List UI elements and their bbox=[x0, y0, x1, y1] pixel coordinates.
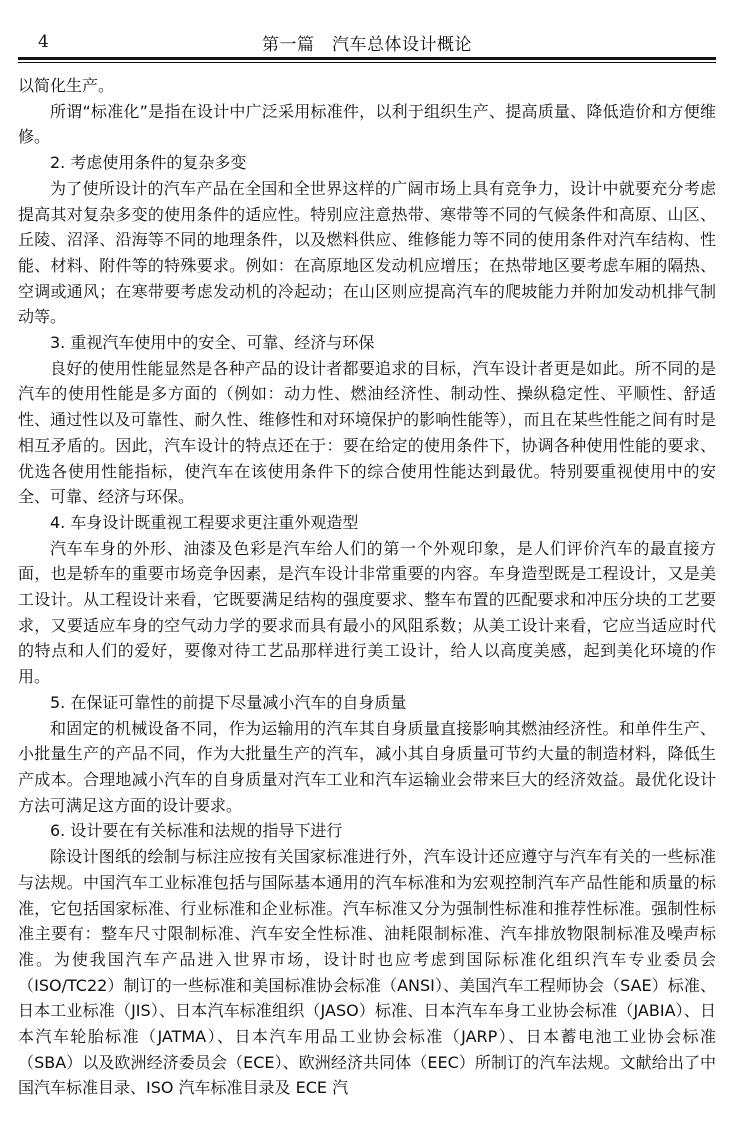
body-paragraph: 和固定的机械设备不同，作为运输用的汽车其自身质量直接影响其燃油经济性。和单件生产、小批量生产的产品不同，作为大批量生产的汽车，减小其自身质量可节约大量的制造材料，降低生产成本。合理地减小汽车的自身质量对汽车工业和汽车运输业会带来巨大的经济效益。最优化设计方法可满足这方面的设计要求。 bbox=[18, 718, 716, 815]
body-paragraph: 汽车车身的外形、油漆及色彩是汽车给人们的第一个外观印象，是人们评价汽车的最直接方面，也是轿车的重要市场竞争因素，是汽车设计非常重要的内容。车身造型既是工程设计，又是美工设计。从工程设计来看，它既要满足结构的强度要求、整车布置的匹配要求和冲压分块的工艺要求，又要适应车身的空气动力学的要求而具有最小的风阻系数；从美工设计来看，它应当适应时代的特点和人们的爱好，要像对待工艺品那样进行美工设计，给人以高度美感，起到美化环境的作用。 bbox=[18, 538, 716, 687]
section-heading: 3. 重视汽车使用中的安全、可靠、经济与环保 bbox=[50, 333, 375, 353]
body-paragraph: 所谓“标准化”是指在设计中广泛采用标准件，以利于组织生产、提高质量、降低造价和方便维修。 bbox=[18, 101, 716, 147]
section-heading: 5. 在保证可靠性的前提下尽量减小汽车的自身质量 bbox=[50, 692, 407, 712]
body-paragraph: 以简化生产。 bbox=[18, 76, 115, 95]
section-heading: 2. 考虑使用条件的复杂多变 bbox=[50, 153, 247, 173]
section-heading: 4. 车身设计既重视工程要求更注重外观造型 bbox=[50, 512, 359, 532]
page-number: 4 bbox=[38, 32, 49, 52]
header-rule-thick bbox=[18, 57, 716, 60]
body-paragraph: 良好的使用性能显然是各种产品的设计者都要追求的目标，汽车设计者更是如此。所不同的是汽车的使用性能是多方面的（例如：动力性、燃油经济性、制动性、操纵稳定性、平顺性、舒适性、通过性以及可靠性、耐久性、维修性和对环境保护的影响性能等），而且在某些性能之间有时是相互矛盾的。因此，汽车设计的特点还在于：要在给定的使用条件下，协调各种使用性能的要求、优选各使用性能指标，使汽车在该使用条件下的综合使用性能达到最优。特别要重视使用中的安全、可靠、经济与环保。 bbox=[18, 358, 716, 507]
page-header bbox=[18, 30, 716, 56]
section-heading: 6. 设计要在有关标准和法规的指导下进行 bbox=[50, 821, 343, 841]
body-paragraph: 为了使所设计的汽车产品在全国和全世界这样的广阔市场上具有竞争力，设计中就要充分考虑提高其对复杂多变的使用条件的适应性。特别应注意热带、寒带等不同的气候条件和高原、山区、丘陵、沼泽、沿海等不同的地理条件，以及燃料供应、维修能力等不同的使用条件对汽车结构、性能、材料、附件等的特殊要求。例如：在高原地区发动机应增压；在热带地区要考虑车厢的隔热、空调或通风；在寒带要考虑发动机的冷起动；在山区则应提高汽车的爬坡能力并附加发动机排气制动等。 bbox=[18, 178, 716, 327]
header-rule-thin bbox=[18, 62, 716, 63]
body-paragraph: 除设计图纸的绘制与标注应按有关国家标准进行外，汽车设计还应遵守与汽车有关的一些标准与法规。中国汽车工业标准包括与国际基本通用的汽车标准和为宏观控制汽车产品性能和质量的标准，它包括国家标准、行业标准和企业标准。汽车标准又分为强制性标准和推荐性标准。强制性标准主要有：整车尺寸限制标准、汽车安全性标准、油耗限制标准、汽车排放物限制标准及噪声标准。为使我国汽车产品进入世界市场，设计时也应考虑到国际标准化组织汽车专业委员会（ISO/TC22）制订的一些标准和美国标准协会标准（ANSI）、美国汽车工程师协会（SAE）标准、日本工业标准（JIS）、日本汽车标准组织（JASO）标准、日本汽车车身工业协会标准（JABIA）、日本汽车轮胎标准（JATMA）、日本汽车用品工业协会标准（JARP）、日本蓄电池工业协会标准（SBA）以及欧洲经济委员会（ECE）、欧洲经济共同体（EEC）所制订的汽车法规。文献给出了中国汽车标准目录、ISO 汽车标准目录及 ECE 汽 bbox=[18, 847, 716, 1098]
page-body bbox=[18, 73, 716, 1101]
running-title: 第一篇 汽车总体设计概论 bbox=[262, 35, 472, 55]
